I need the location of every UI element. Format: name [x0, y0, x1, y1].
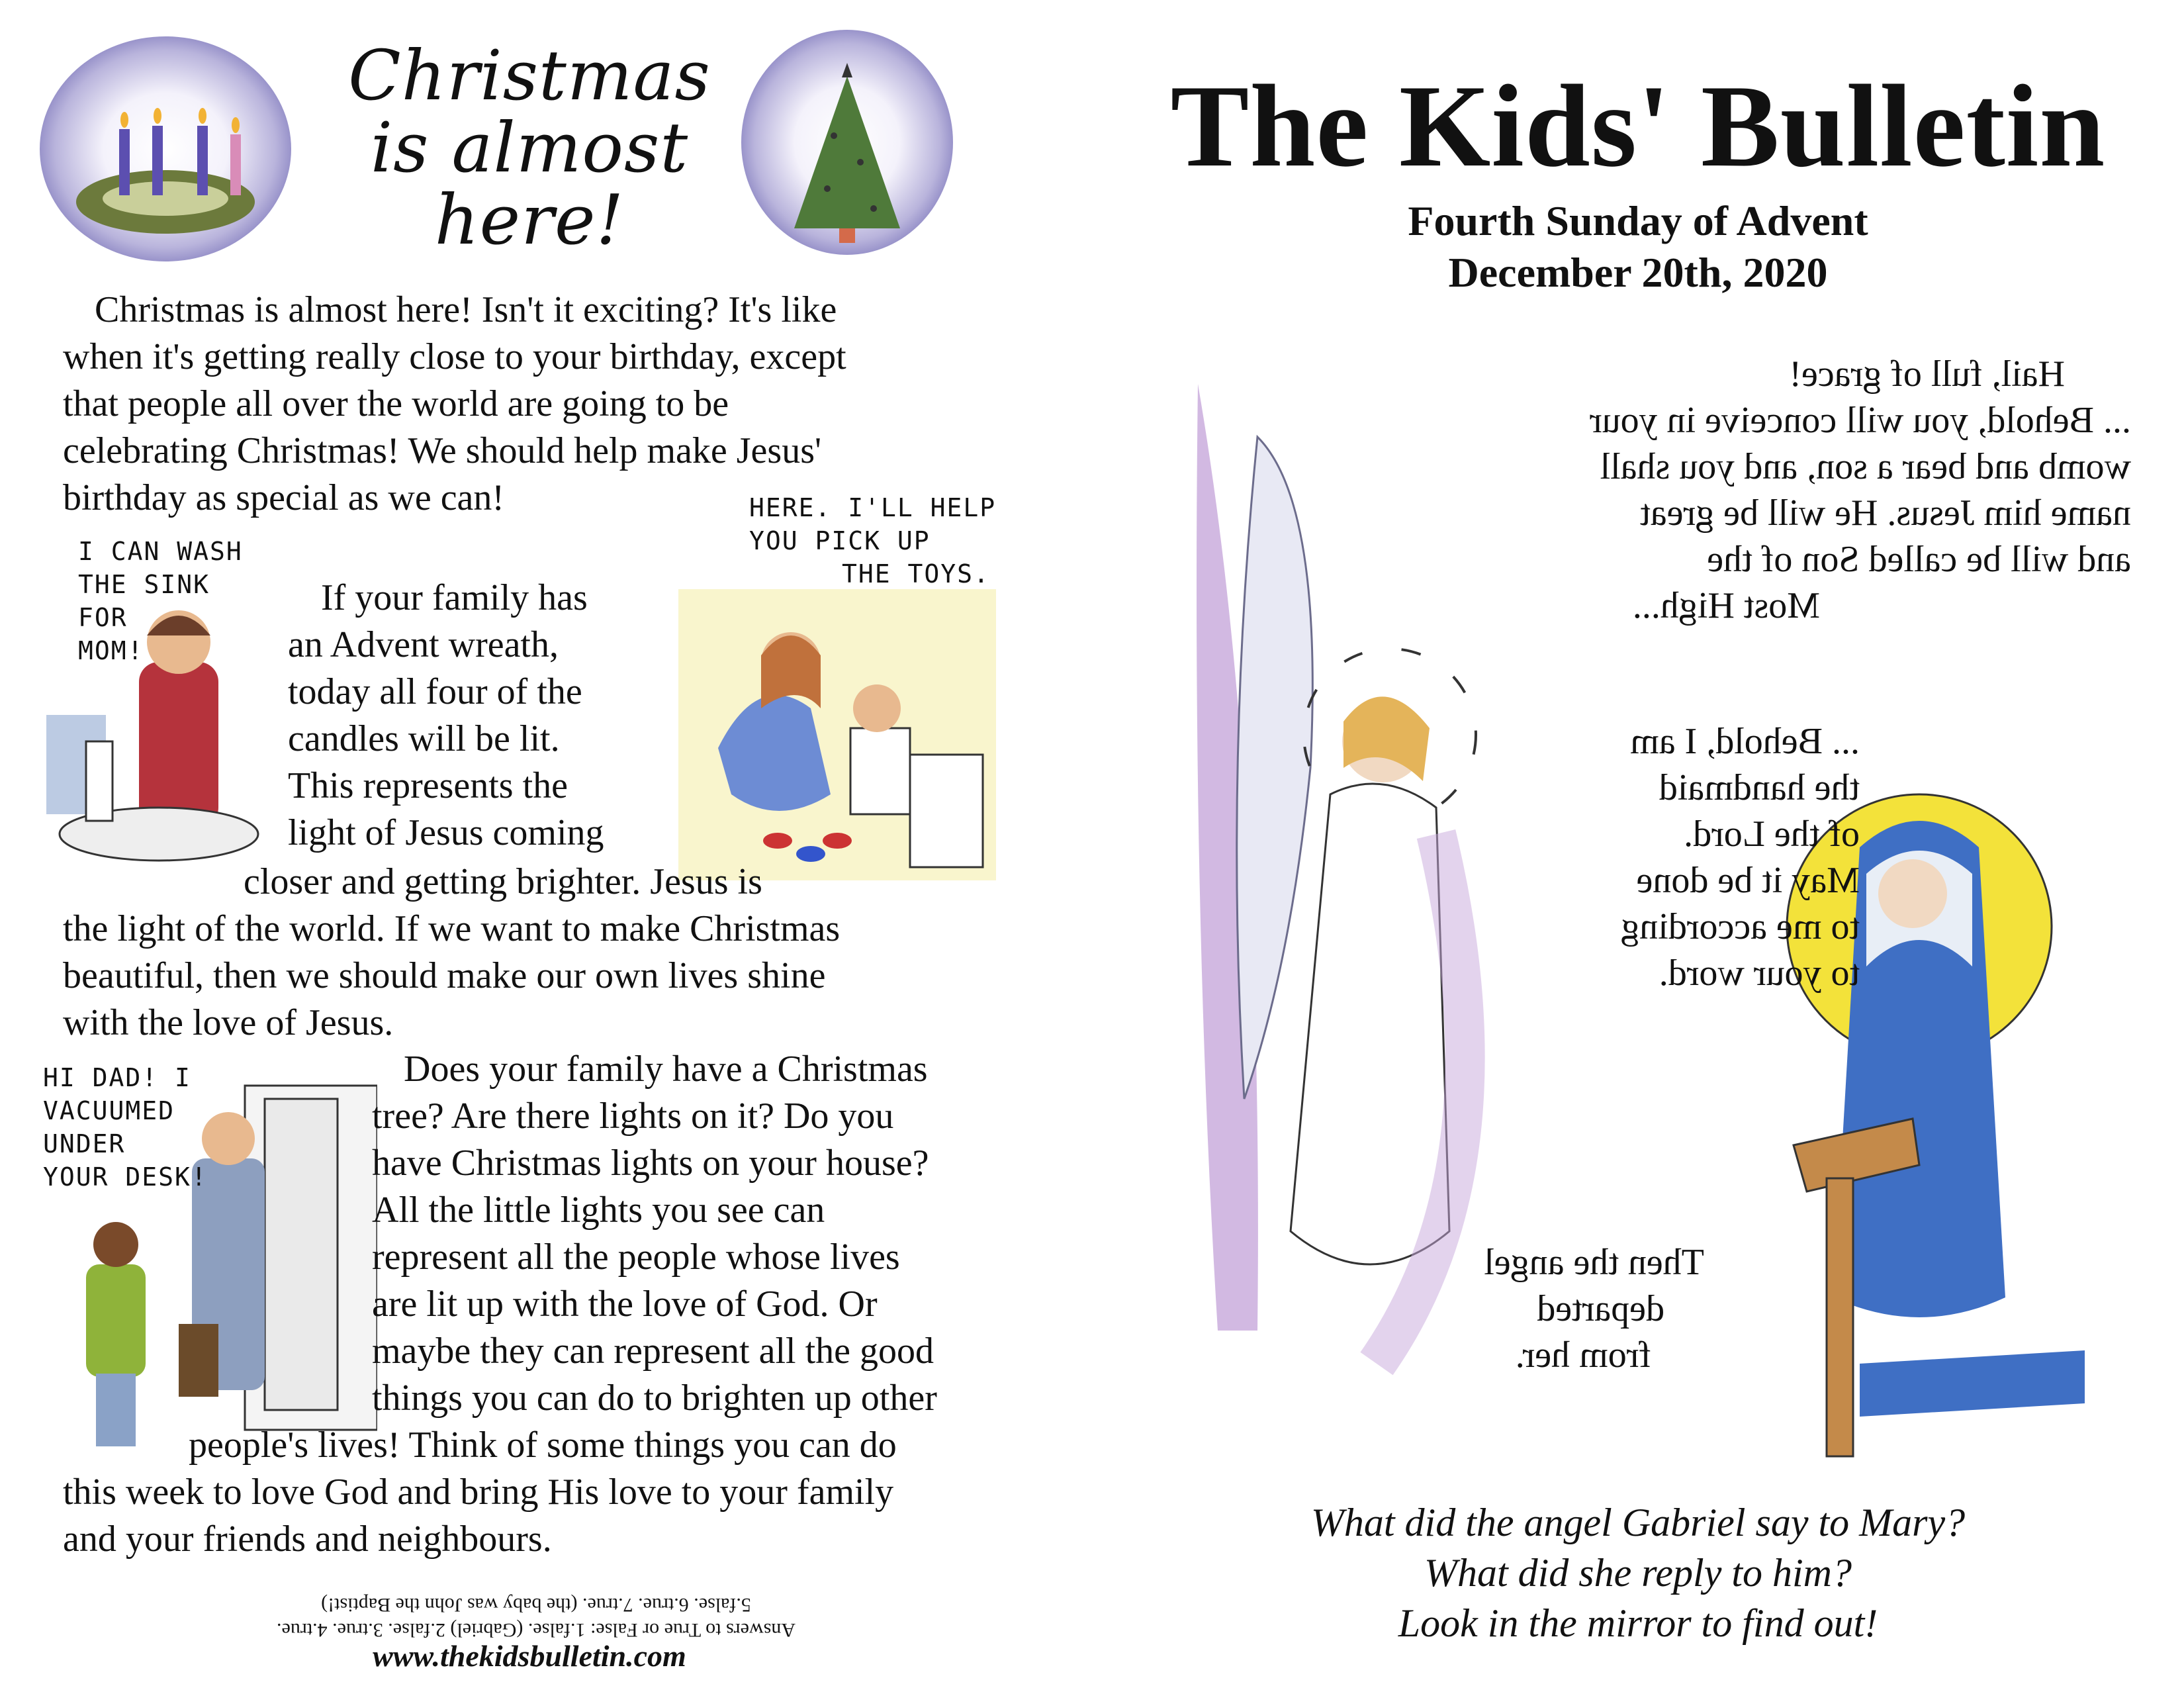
speech-line: VACUUMED — [43, 1096, 175, 1125]
speech-bubble-dad — [43, 1061, 208, 1194]
subtitle: Fourth Sunday of Advent — [1408, 197, 1868, 244]
answers-upside-down — [172, 1592, 900, 1642]
text-line: things you can do to brighten up other — [372, 1378, 937, 1419]
mirror-line: womb and bear a son, and you shall — [1600, 446, 2131, 487]
speech-line: UNDER — [43, 1129, 126, 1158]
candle-icon — [230, 134, 241, 195]
headline-line-1: Christmas — [348, 35, 711, 116]
speech-line: MOM! — [78, 636, 144, 665]
answer-line: Answers to True or False: 1.false. (Gabriel) 2.false. 3.true. 4.true. — [277, 1619, 796, 1641]
question-line: What did she reply to him? — [1424, 1551, 1852, 1595]
text-line: light of Jesus coming — [288, 812, 604, 853]
mirror-line: departed — [1537, 1288, 1664, 1329]
speech-line: THE SINK — [78, 570, 210, 599]
angel-wing-icon — [1237, 437, 1313, 1099]
headline-line-2: is almost — [370, 107, 689, 189]
text-line: have Christmas lights on your house? — [372, 1143, 929, 1184]
speech-line: YOUR DESK! — [43, 1162, 208, 1192]
text-line: Christmas is almost here! Isn't it exciting? It's like — [95, 289, 837, 330]
mirror-line: the handmaid — [1659, 767, 1860, 808]
speech-line: THE TOYS. — [842, 559, 990, 588]
mirror-line: Hail, full of grace! — [1789, 353, 2065, 395]
text-line: candles will be lit. — [288, 718, 560, 759]
text-line: birthday as special as we can! — [63, 477, 505, 518]
text-line: that people all over the world are going to be — [63, 383, 729, 424]
text-line: people's lives! Think of some things you can do — [189, 1425, 897, 1466]
mirror-line: ... Behold, I am — [1630, 721, 1860, 762]
text-line: All the little lights you see can — [372, 1190, 825, 1231]
mirror-line: to me according — [1621, 906, 1860, 947]
text-line: when it's getting really close to your birthday, except — [63, 336, 846, 377]
paragraph-advent-wreath — [288, 575, 604, 857]
mirror-line: ... Behold, you will conceive in your — [1589, 400, 2131, 441]
advent-wreath-illustration — [40, 36, 291, 261]
paragraph-light-of-world — [63, 906, 840, 1047]
headline — [291, 35, 768, 261]
speech-line: I CAN WASH — [78, 537, 243, 566]
mirror-line: Most High... — [1632, 585, 1820, 626]
paragraph-advent-continued — [244, 859, 762, 906]
text-line: today all four of the — [288, 671, 582, 712]
tree-icon — [794, 76, 900, 228]
paragraph-christmas-tree — [372, 1046, 937, 1422]
question-line: Look in the mirror to find out! — [1398, 1601, 1878, 1645]
speech-line: YOU PICK UP — [749, 526, 931, 555]
mirror-questions — [1092, 1497, 2184, 1648]
mirror-line: Then the angel — [1484, 1242, 1704, 1283]
text-line: maybe they can represent all the good — [372, 1331, 934, 1372]
speech-line: HERE. I'LL HELP — [749, 493, 997, 522]
christmas-tree-illustration — [741, 30, 953, 255]
candle-icon — [197, 126, 208, 195]
mirror-line: and will be called Son of the — [1707, 539, 2131, 580]
text-line: closer and getting brighter. Jesus is — [244, 861, 762, 902]
website-link[interactable]: www.thekidsbulletin.com — [373, 1639, 686, 1673]
text-line: and your friends and neighbours. — [63, 1519, 552, 1560]
mirror-line: from her. — [1515, 1335, 1651, 1376]
text-line: an Advent wreath, — [288, 624, 559, 665]
text-line: This represents the — [288, 765, 568, 806]
mirror-line: to your word. — [1659, 953, 1860, 994]
mirror-line: May it be done — [1636, 860, 1860, 901]
paragraph-closing — [63, 1422, 897, 1563]
text-line: Does your family have a Christmas — [404, 1049, 928, 1090]
bulletin-title: The Kids' Bulletin — [1170, 60, 2106, 191]
speech-bubble-toys — [749, 491, 996, 590]
headline-line-3: here! — [434, 179, 625, 261]
candle-icon — [152, 126, 163, 195]
departure-mirrored — [1426, 1239, 1704, 1378]
text-line: are lit up with the love of God. Or — [372, 1284, 878, 1325]
text-line: tree? Are there lights on it? Do you — [372, 1096, 894, 1137]
text-line: the light of the world. If we want to make Christmas — [63, 908, 841, 949]
speech-line: HI DAD! I — [43, 1063, 191, 1092]
text-line: If your family has — [321, 577, 588, 618]
mirror-line: name him Jesus. He will be great — [1640, 492, 2131, 534]
speech-bubble-sink — [78, 535, 243, 667]
date: December 20th, 2020 — [1448, 249, 1828, 296]
text-line: beautiful, then we should make our own lives shine — [63, 955, 826, 996]
speech-line: FOR — [78, 603, 128, 632]
right-page — [1092, 0, 2184, 1688]
text-line: represent all the people whose lives — [372, 1237, 900, 1278]
question-line: What did the angel Gabriel say to Mary? — [1310, 1501, 1966, 1544]
angel-speech-mirrored — [1390, 351, 2131, 629]
mary-speech-mirrored — [1489, 718, 1860, 996]
candle-icon — [119, 129, 130, 195]
text-line: celebrating Christmas! We should help make Jesus' — [63, 430, 822, 471]
paragraph-intro — [63, 287, 846, 522]
mirror-line: of the Lord. — [1684, 814, 1860, 855]
text-line: this week to love God and bring His love to your family — [63, 1472, 894, 1513]
toys-illustration — [678, 576, 996, 880]
answer-line: 5.false. 6.true. 7.true. (the baby was John the Baptist!) — [321, 1594, 751, 1616]
text-line: with the love of Jesus. — [63, 1002, 394, 1043]
